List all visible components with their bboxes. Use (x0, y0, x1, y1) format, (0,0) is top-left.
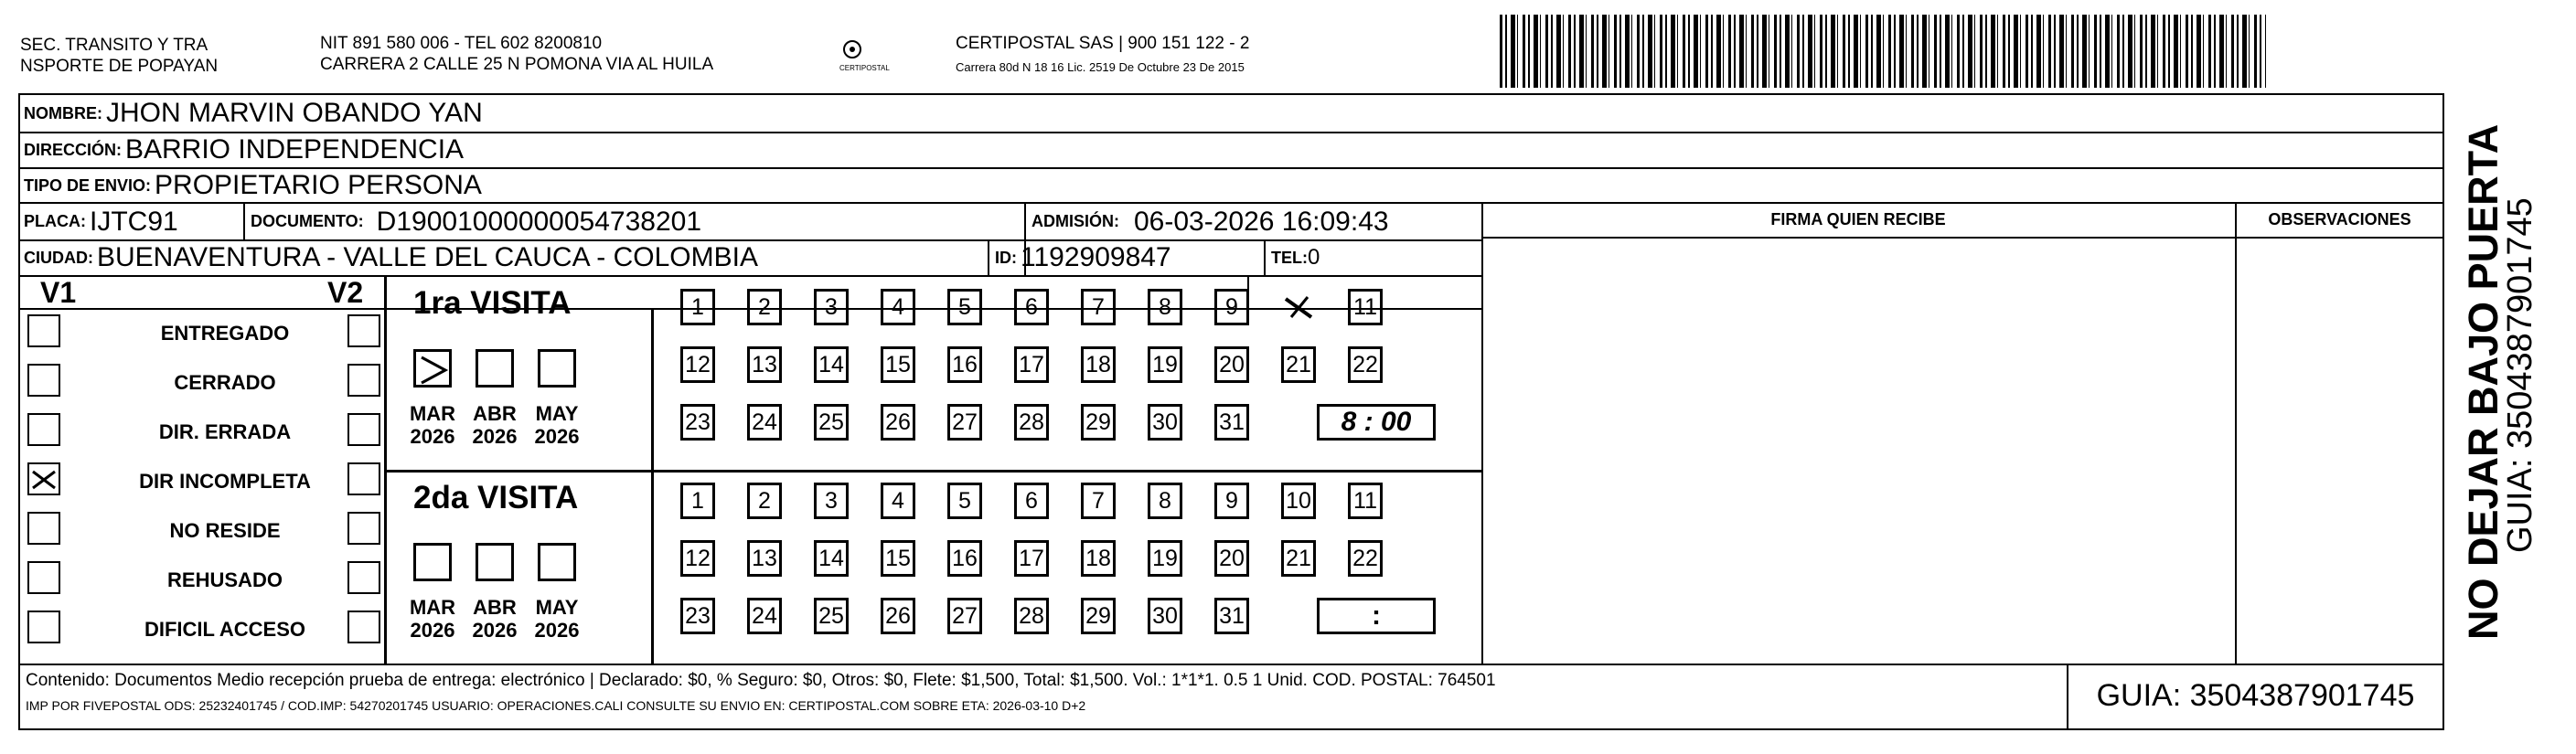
day-box[interactable]: 2 (747, 289, 782, 325)
footer-guia: GUIA: 3504387901745 (2096, 678, 2415, 713)
day-box[interactable]: 24 (747, 598, 782, 634)
day-box[interactable]: 17 (1014, 346, 1049, 383)
status-v1-checkbox[interactable] (27, 314, 60, 347)
day-box[interactable]: 18 (1081, 346, 1116, 383)
status-v1-checkbox[interactable] (27, 561, 60, 594)
status-label: NO RESIDE (169, 519, 281, 542)
day-box[interactable]: 27 (947, 598, 982, 634)
day-box[interactable]: 18 (1081, 540, 1116, 577)
admision-label: ADMISIÓN: (1031, 212, 1119, 230)
ciudad-value: BUENAVENTURA - VALLE DEL CAUCA - COLOMBIA (97, 242, 758, 272)
status-v1-checkbox[interactable] (27, 611, 60, 643)
month-checkbox[interactable] (476, 349, 514, 388)
visit1-title: 1ra VISITA (413, 285, 572, 321)
placa-label: PLACA: (24, 212, 86, 230)
status-v1-checkbox[interactable] (27, 364, 60, 397)
month-checkbox[interactable] (538, 349, 576, 388)
documento-value: D19001000000054738201 (376, 206, 702, 237)
status-v2-checkbox[interactable] (347, 364, 380, 397)
day-box[interactable]: 21 (1281, 346, 1316, 383)
day-box[interactable]: 1 (680, 289, 715, 325)
month-label: MAY 2026 (534, 596, 580, 642)
day-box[interactable]: 7 (1081, 483, 1116, 519)
day-box[interactable]: 14 (814, 540, 849, 577)
day-box[interactable]: 31 (1214, 598, 1249, 634)
day-box[interactable]: 4 (881, 483, 915, 519)
day-box[interactable]: 25 (814, 404, 849, 441)
status-v2-checkbox[interactable] (347, 611, 380, 643)
delivery-form (18, 93, 2444, 730)
day-box[interactable]: 15 (881, 540, 915, 577)
no-dejar-bajo-puerta: NO DEJAR BAJO PUERTA (2460, 123, 2507, 640)
day-box[interactable]: 22 (1348, 346, 1383, 383)
day-box[interactable]: 12 (680, 346, 715, 383)
day-box[interactable]: 2 (747, 483, 782, 519)
day-box[interactable]: 26 (881, 404, 915, 441)
day-box[interactable]: 31 (1214, 404, 1249, 441)
day-box[interactable]: 3 (814, 289, 849, 325)
day-box[interactable]: 6 (1014, 289, 1049, 325)
status-label: ENTREGADO (160, 322, 290, 345)
documento-label: DOCUMENTO: (251, 212, 364, 230)
day-box[interactable]: 29 (1081, 404, 1116, 441)
observaciones-label: OBSERVACIONES (2268, 210, 2411, 228)
day-box[interactable]: 12 (680, 540, 715, 577)
org-line-2: NSPORTE DE POPAYAN (20, 57, 219, 76)
day-box[interactable]: 15 (881, 346, 915, 383)
day-box[interactable]: 21 (1281, 540, 1316, 577)
day-box[interactable]: 5 (947, 483, 982, 519)
day-box[interactable]: 5 (947, 289, 982, 325)
day-box[interactable]: 28 (1014, 404, 1049, 441)
day-box[interactable]: 16 (947, 540, 982, 577)
day-box[interactable]: 17 (1014, 540, 1049, 577)
tel-label: TEL: (1271, 248, 1308, 267)
status-v2-checkbox[interactable] (347, 413, 380, 446)
day-box[interactable]: 16 (947, 346, 982, 383)
v1-label: V1 (40, 276, 77, 309)
month-checkbox[interactable] (413, 543, 452, 581)
v2-label: V2 (327, 276, 364, 309)
status-label: DIR. ERRADA (158, 420, 292, 443)
day-box[interactable]: 30 (1148, 404, 1182, 441)
status-v1-checkbox[interactable] (27, 413, 60, 446)
day-box[interactable]: 7 (1081, 289, 1116, 325)
id-label: ID: (995, 248, 1017, 267)
footer-imp: IMP POR FIVEPOSTAL ODS: 25232401745 / COD.IMP: 54270201745 USUARIO: OPERACIONES.CALI CONSULTE SU ENVIO EN: CERTIPOSTAL.COM SOBRE ETA: 2026-03-10 D+2 (26, 698, 1086, 713)
day-box[interactable]: 22 (1348, 540, 1383, 577)
time-box[interactable]: : (1317, 598, 1436, 634)
footer-contenido: Contenido: Documentos Medio recepción prueba de entrega: electrónico | Declarado: $0, % Seguro: $0, Otros: $0, Flete: $1,500, Total: $1,500. Vol.: 1*1*1. 0.5 1 Unid. COD. POSTAL: 764501 (26, 671, 1496, 690)
license-line: Carrera 80d N 18 16 Lic. 2519 De Octubre 23 De 2015 (956, 60, 1245, 74)
day-box[interactable]: 1 (680, 483, 715, 519)
status-v2-checkbox[interactable] (347, 561, 380, 594)
firma-label: FIRMA QUIEN RECIBE (1770, 210, 1946, 228)
side-guia: GUIA: 3504387901745 (2501, 197, 2539, 553)
time-box[interactable]: 8 : 00 (1317, 404, 1436, 441)
tel-value: 0 (1308, 245, 1320, 270)
status-label: REHUSADO (167, 568, 283, 591)
day-box[interactable]: 9 (1214, 483, 1249, 519)
status-v1-checkbox[interactable] (27, 512, 60, 545)
tipo-envio-value: PROPIETARIO PERSONA (155, 170, 482, 200)
day-box[interactable]: 25 (814, 598, 849, 634)
day-box[interactable]: 10 (1281, 483, 1316, 519)
day-box[interactable]: 6 (1014, 483, 1049, 519)
month-label: MAR 2026 (409, 596, 456, 642)
direccion-label: DIRECCIÓN: (24, 140, 122, 159)
visit2-title: 2da VISITA (413, 480, 579, 515)
placa-value: IJTC91 (90, 206, 178, 237)
day-box[interactable]: 19 (1148, 540, 1182, 577)
day-box[interactable]: 11 (1348, 289, 1383, 325)
ciudad-label: CIUDAD: (24, 248, 93, 267)
day-box[interactable]: 20 (1214, 346, 1249, 383)
company-line: CERTIPOSTAL SAS | 900 151 122 - 2 (956, 34, 1250, 53)
status-v1-checkbox[interactable] (27, 462, 60, 495)
day-box[interactable]: 30 (1148, 598, 1182, 634)
day-box[interactable]: 29 (1081, 598, 1116, 634)
month-label: MAY 2026 (534, 402, 580, 448)
nombre-value: JHON MARVIN OBANDO YAN (106, 98, 483, 128)
day-box[interactable]: 11 (1348, 483, 1383, 519)
day-box[interactable]: 4 (881, 289, 915, 325)
day-box[interactable]: 23 (680, 404, 715, 441)
id-value: 1192909847 (1021, 242, 1171, 272)
day-box[interactable]: 13 (747, 540, 782, 577)
barcode (1500, 15, 2266, 88)
month-checkbox[interactable] (413, 349, 452, 388)
day-box[interactable]: 23 (680, 598, 715, 634)
certipostal-logo-text: CERTIPOSTAL (839, 64, 890, 72)
status-v2-checkbox[interactable] (347, 462, 380, 495)
day-box[interactable]: 8 (1148, 483, 1182, 519)
org-line-1: SEC. TRANSITO Y TRA (20, 36, 208, 55)
direccion-value: BARRIO INDEPENDENCIA (125, 134, 465, 165)
day-box[interactable]: 9 (1214, 289, 1249, 325)
day-box[interactable]: 20 (1214, 540, 1249, 577)
day-box[interactable]: 24 (747, 404, 782, 441)
nombre-label: NOMBRE: (24, 103, 102, 122)
day-box[interactable]: 3 (814, 483, 849, 519)
month-label: MAR 2026 (409, 402, 456, 448)
status-label: CERRADO (174, 371, 276, 394)
day-box[interactable]: 13 (747, 346, 782, 383)
day-box[interactable]: 27 (947, 404, 982, 441)
day-box[interactable]: 28 (1014, 598, 1049, 634)
admision-value: 06-03-2026 16:09:43 (1134, 206, 1389, 237)
day-box[interactable] (1281, 289, 1316, 325)
month-checkbox[interactable] (538, 543, 576, 581)
month-label: ABR 2026 (472, 402, 518, 448)
nit-line: NIT 891 580 006 - TEL 602 8200810 (320, 34, 603, 53)
day-box[interactable]: 14 (814, 346, 849, 383)
status-v2-checkbox[interactable] (347, 314, 380, 347)
month-checkbox[interactable] (476, 543, 514, 581)
address-line: CARRERA 2 CALLE 25 N POMONA VIA AL HUILA (320, 55, 714, 74)
status-label: DIR INCOMPLETA (139, 470, 311, 493)
status-label: DIFICIL ACCESO (144, 618, 305, 641)
tipo-envio-label: TIPO DE ENVIO: (24, 175, 152, 195)
day-box[interactable]: 26 (881, 598, 915, 634)
month-label: ABR 2026 (472, 596, 518, 642)
day-box[interactable]: 8 (1148, 289, 1182, 325)
day-box[interactable]: 19 (1148, 346, 1182, 383)
status-v2-checkbox[interactable] (347, 512, 380, 545)
